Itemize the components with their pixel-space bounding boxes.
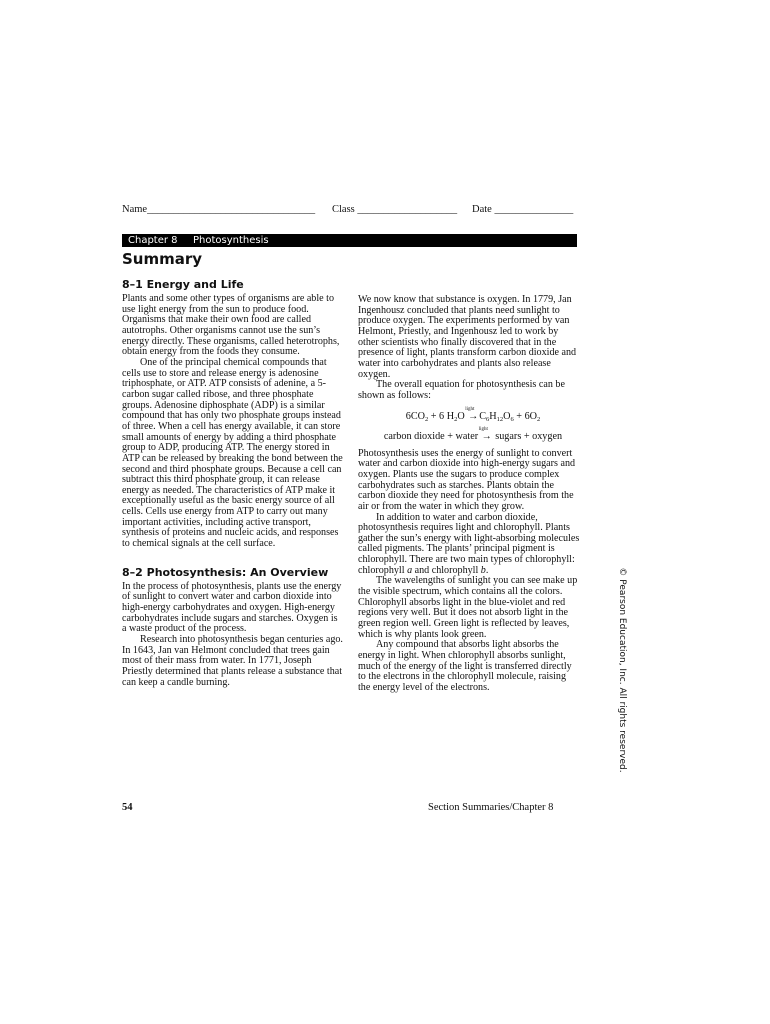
- class-field: Class ___________________: [332, 204, 458, 215]
- paragraph: In the process of photosynthesis, plants use the energy of sunlight to convert water and carbon dioxide into high-energy carbohydrates and oxygen. High-energy carbohydrates include sugars and starches. Oxygen is a waste product of the process.: [122, 580, 342, 635]
- paragraph: We now know that substance is oxygen. In 1779, Jan Ingenhousz concluded that plants need sunlight to produce oxygen. The experiments performed by van Helmont, Priestly, and Ingenhousz led to work by other scientists who finally discovered that in the presence of light, plants transform carbon dioxide and water into carbohydrates and plants also release oxygen.: [358, 294, 577, 380]
- paragraph: The wavelengths of sunlight you can see make up the visible spectrum, which contains all the colors. Chlorophyll absorbs light in the blue-violet and red regions very well. But it does not absorb light in the green region well. Green light is reflected by leaves, which is why plants look green.: [358, 575, 578, 640]
- footer-section-label: Section Summaries/Chapter 8: [428, 802, 554, 813]
- name-field: Name________________________________: [122, 204, 316, 215]
- right-column: [358, 295, 580, 694]
- left-column: [122, 278, 344, 688]
- paragraph: One of the principal chemical compounds that cells use to store and release energy is adenosine triphosphate, or ATP. ATP consists of adenine, a 5-carbon sugar called ribose, and three phosphate groups. Adenosine diphosphate (ADP) is a similar compound that has only two phosphate groups instead of three. When a cell has energy available, it can store small amounts of energy by adding a third phosphate group to ADP, producing ATP. The energy stored in ATP can be released by breaking the bond between the second and third phosphate groups. Because a cell can subtract this third phosphate group, it can release energy as needed. The characteristics of ATP make it exceptionally useful as the basic energy source of all cells. Cells use energy from ATP to carry out many important activities, including active transport, synthesis of proteins and nucleic acids, and responses to chemical signals at the cell surface.: [122, 356, 343, 550]
- document-page: Name________________________________ Class ___________________ Date _______________ Chapter 8 Photosynthesis Summary 8–1 Energy and Life Plants and some other types of organisms are able to use light energy from the sun to produce food. Organisms that make their own food are called autotrophs. Other organisms cannot use the sun’s energy directly. These organisms, called heterotrophs, obtain energy from the foods they consume. One of the principal chemical compounds that cells use to store and release energy is adenosine triphosphate, or ATP. ATP consists of adenine, a 5-carbon sugar called ribose, and three phosphate groups. Adenosine diphosphate (ADP) is a similar compound that has only two phosphate groups instead of three. When a cell has energy available, it can store small amounts of energy by adding a third phosphate group to ADP, producing ATP. The energy stored in ATP can be released by breaking the bond between the second and third phosphate groups. Because a cell can subtract this third phosphate group, it can release energy as needed. The characteristics of ATP make it exceptionally useful as the basic energy source of all cells. Cells use energy from ATP to carry out many important activities, including active transport, synthesis of proteins and nucleic acids, and responses to chemical signals at the cell surface. 8–2 Photosynthesis: An Overview In the process of photosynthesis, plants use the energy of sunlight to convert water and carbon dioxide into high-energy carbohydrates and oxygen. High-energy carbohydrates include sugars and starches. Oxygen is a waste product of the process. Research into photosynthesis began centuries ago. In 1643, Jan van Helmont concluded that trees gain most of their mass from water. In 1771, Joseph Priestly determined that plants release a substance that can keep a candle burning. We now know that substance is oxygen. In 1779, Jan Ingenhousz concluded that plants need sunlight to produce oxygen. The experiments performed by van Helmont, Priestly, and Ingenhousz led to work by other scientists who finally discovered that in the presence of light, plants transform carbon dioxide and water into carbohydrates and plants also release oxygen. The overall equation for photosynthesis can be shown as follows: $6CO_2 + 6$ $H_2O$ light $\to C_6H_{12}O_6 + 6O_2$ carbon dioxide + water light → sugars + oxygen Photosynthesis uses the energy of sunlight to convert water and carbon dioxide into high-energy sugars and oxygen. Plants use the sugars to produce complex carbohydrates such as starches. Plants obtain the carbon dioxide they need for photosynthesis from the air or from the water in which they grow. In addition to water and carbon dioxide, photosynthesis requires light and chlorophyll. Plants gather the sun’s energy with light-absorbing molecules called pigments. The plants’ principal pigment is chlorophyll. There are two main types of chlorophyll: chlorophyll a and chlorophyll b. The wavelengths of sunlight you can see make up the visible spectrum, which contains all the colors. Chlorophyll absorbs light in the blue-violet and red regions very well. But it does not absorb light in the green region well. Green light is reflected by leaves, which is why plants look green. Any compound that absorbs light absorbs the energy in light. When chlorophyll absorbs sunlight, much of the energy of the light is transferred directly to the electrons in the chlorophyll molecule, raising the energy level of the electrons. 54 Section Summaries/Chapter 8 © Pearson Education, Inc. All rights reserved.: [122, 204, 627, 813]
- paragraph: Any compound that absorbs light absorbs the energy in light. When chlorophyll absorbs sunlight, much of the energy of the light is transferred directly to the electrons in the chlorophyll molecule, raising the energy level of the electrons.: [358, 639, 572, 693]
- reaction-arrow-icon: light →: [478, 426, 492, 442]
- section-heading-8-1: 8–1 Energy and Life: [122, 278, 244, 291]
- photosynthesis-equation: [366, 408, 580, 445]
- paragraph: Research into photosynthesis began centuries ago. In 1643, Jan van Helmont concluded that trees gain most of their mass from water. In 1771, Joseph Priestly determined that plants release a substance that can keep a candle burning.: [122, 634, 343, 688]
- chapter-bar: [122, 234, 577, 247]
- reaction-arrow-icon: light →: [465, 406, 479, 422]
- paragraph: The overall equation for photosynthesis can be shown as follows:: [358, 379, 565, 401]
- worksheet-header: [122, 204, 578, 218]
- section-heading-8-2: 8–2 Photosynthesis: An Overview: [122, 565, 329, 579]
- paragraph: Photosynthesis uses the energy of sunlight to convert water and carbon dioxide into high-energy sugars and oxygen. Plants use the sugars to produce complex carbohydrates such as starches. Plants obtain the carbon dioxide they need for photosynthesis from the air or from the water in which they grow.: [358, 447, 576, 512]
- page-title: Summary: [122, 250, 203, 268]
- chemical-equation: $6CO_2 + 6$ $H_2O$ light $\to C_6H_{12}O_6 + 6O_2$: [405, 406, 541, 423]
- paragraph: Plants and some other types of organisms are able to use light energy from the sun to produce food. Organisms that make their own food are called autotrophs. Other organisms cannot use the sun’s energy directly. These organisms, called heterotrophs, obtain energy from the foods they consume.: [122, 293, 340, 358]
- word-equation: carbon dioxide + water light → sugars + oxygen: [366, 428, 580, 445]
- date-field: Date _______________: [472, 204, 574, 215]
- chapter-title: Photosynthesis: [193, 235, 269, 246]
- paragraph: In addition to water and carbon dioxide, photosynthesis requires light and chlorophyll. Plants gather the sun’s energy with light-absorbing molecules called pigments. The plants’ principal pigment is chlorophyll. There are two main types of chlorophyll: chlorophyll a and chlorophyll b.: [358, 511, 580, 576]
- page-number: 54: [122, 802, 133, 813]
- chapter-number: Chapter 8: [128, 235, 178, 246]
